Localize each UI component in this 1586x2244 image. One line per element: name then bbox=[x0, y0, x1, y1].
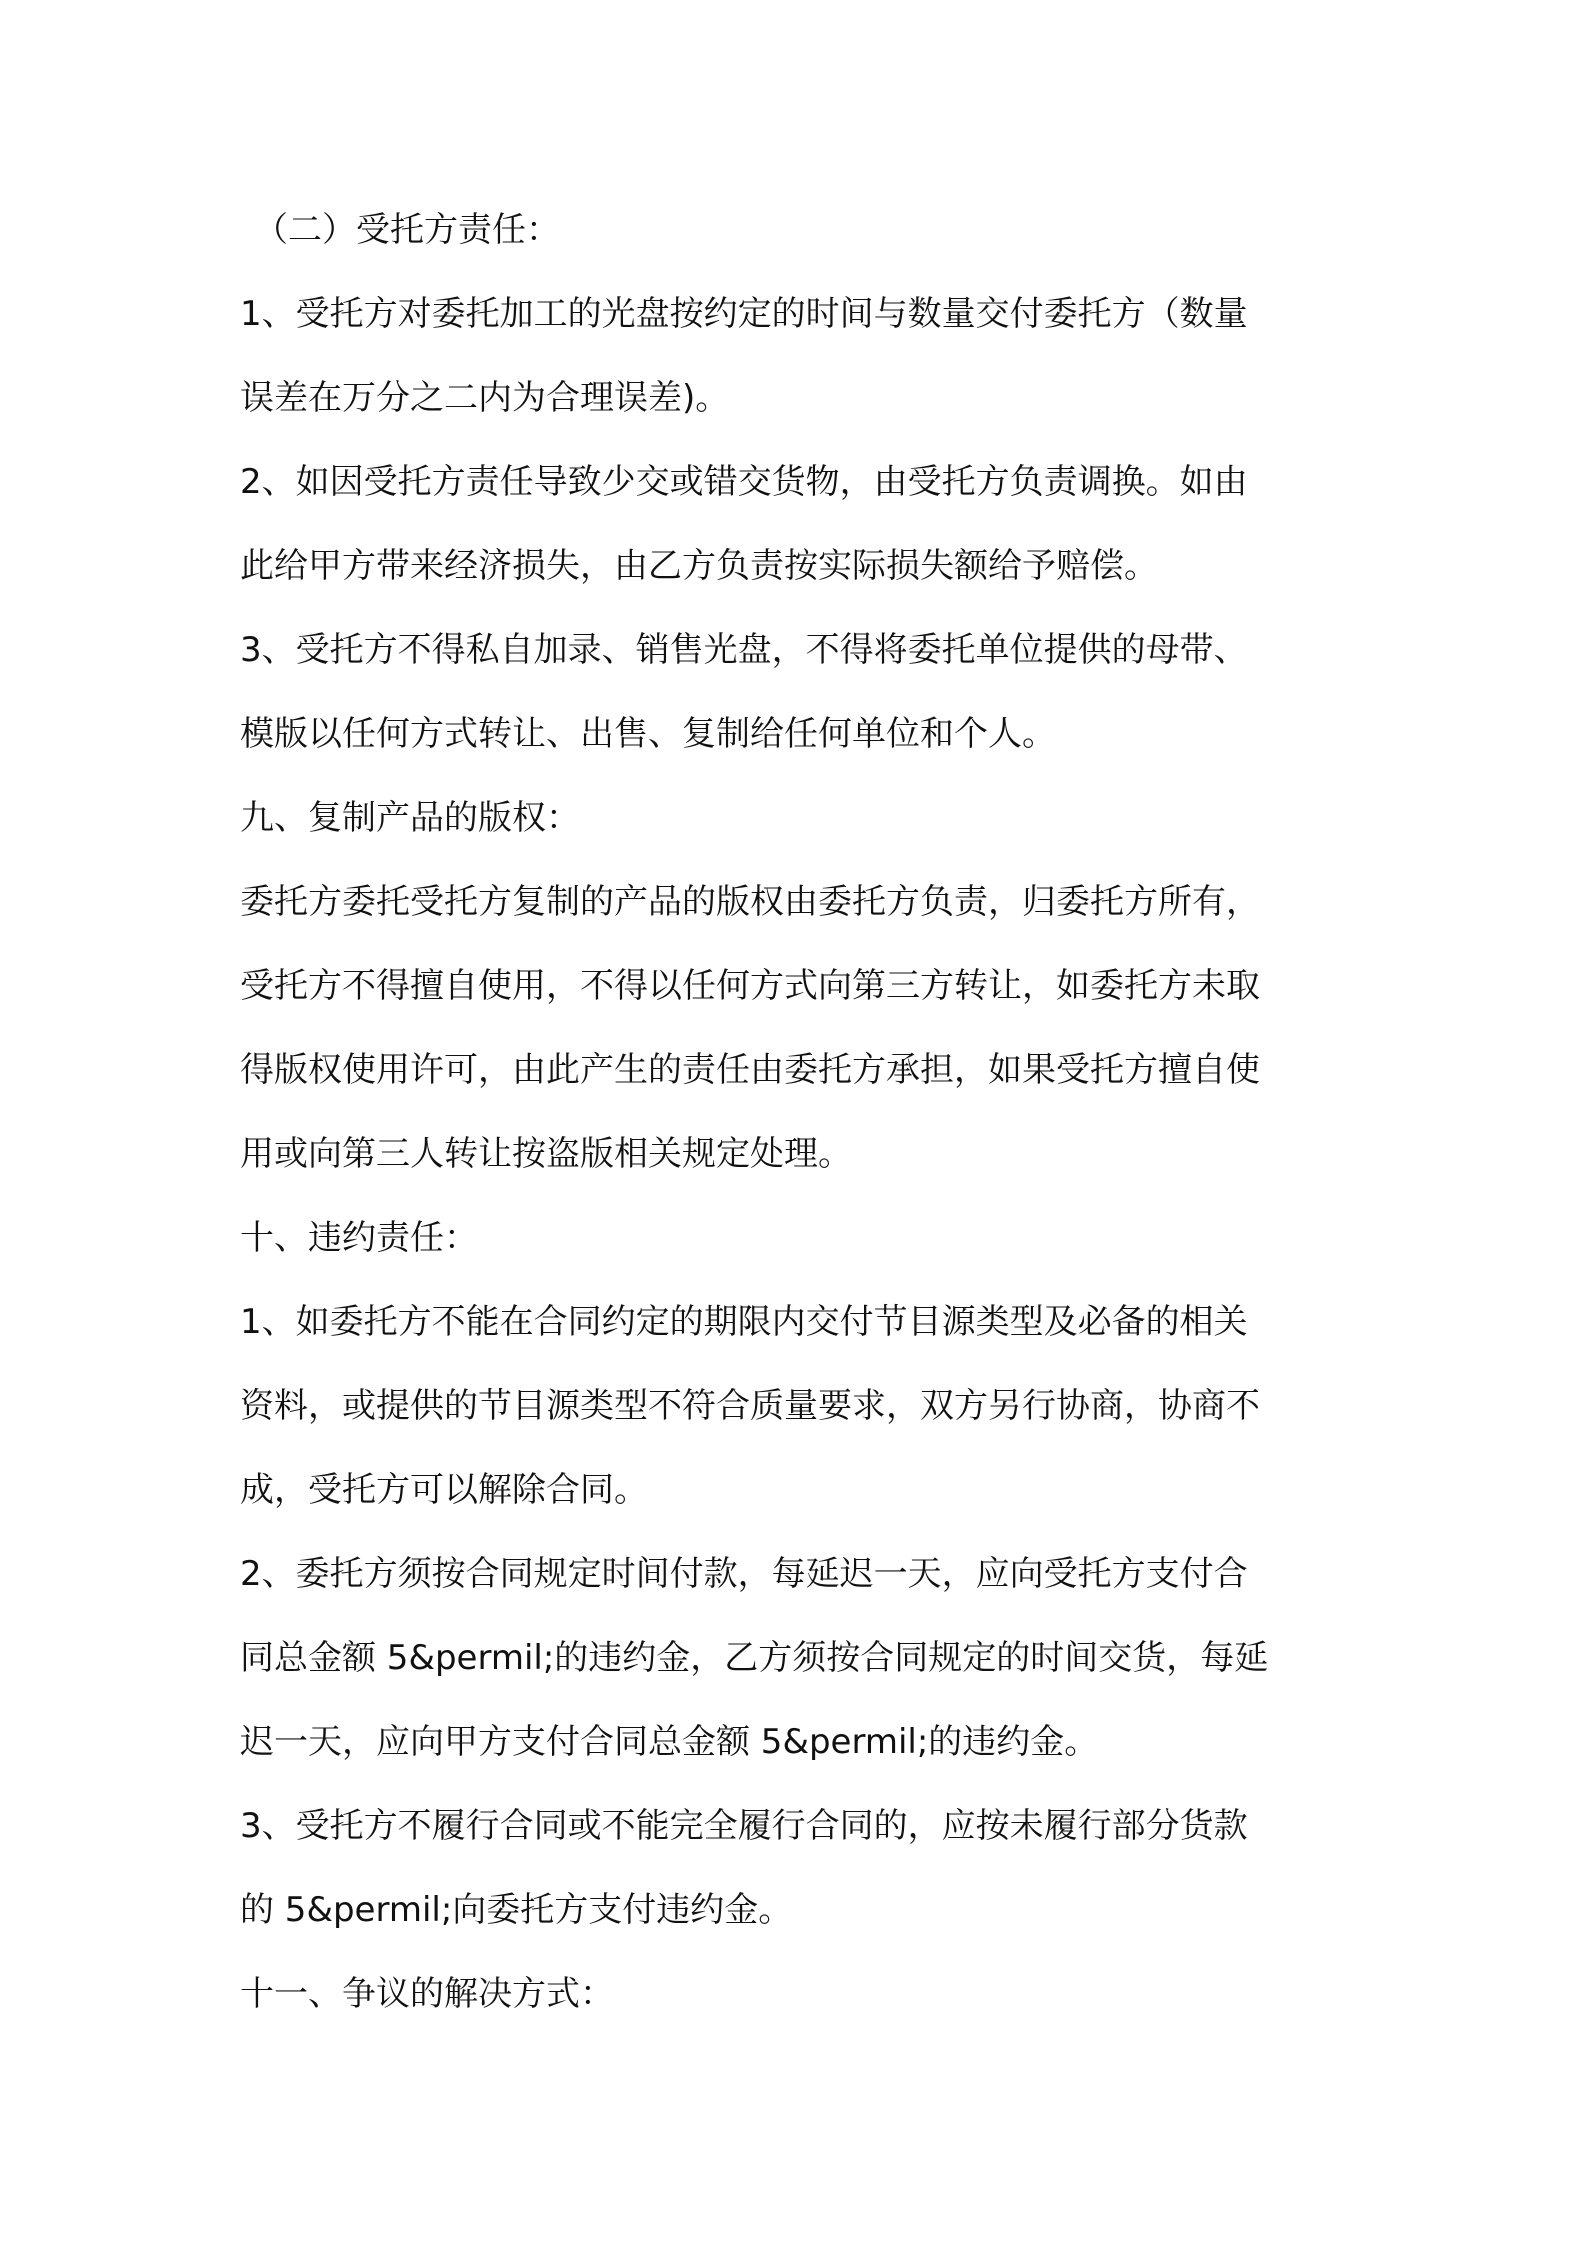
section-heading-trustee-responsibility bbox=[240, 200, 1360, 284]
text-line: 得版权使用许可，由此产生的责任由委托方承担，如果受托方擅自使 bbox=[240, 1050, 1260, 1090]
clause-paragraph bbox=[240, 872, 1360, 1208]
text-line: 1、如委托方不能在合同约定的期限内交付节目源类型及必备的相关 bbox=[240, 1302, 1248, 1342]
section-heading-dispute-resolution bbox=[240, 1964, 1360, 2048]
text-line: 委托方委托受托方复制的产品的版权由委托方负责，归委托方所有， bbox=[240, 882, 1260, 922]
clause-paragraph bbox=[240, 452, 1360, 620]
text-line: 误差在万分之二内为合理误差)。 bbox=[240, 378, 730, 418]
text-line: 迟一天，应向甲方支付合同总金额 5&permil;的违约金。 bbox=[240, 1722, 1099, 1762]
section-heading-breach bbox=[240, 1208, 1360, 1292]
text-line: 受托方不得擅自使用，不得以任何方式向第三方转让，如委托方未取 bbox=[240, 966, 1260, 1006]
clause-paragraph bbox=[240, 1796, 1360, 1964]
text-line: 3、受托方不履行合同或不能完全履行合同的，应按未履行部分货款 bbox=[240, 1806, 1248, 1846]
text-line: 模版以任何方式转让、出售、复制给任何单位和个人。 bbox=[240, 714, 1056, 754]
text-line: 用或向第三人转让按盗版相关规定处理。 bbox=[240, 1134, 852, 1174]
text-line: 十、违约责任： bbox=[240, 1218, 478, 1258]
clause-paragraph bbox=[240, 620, 1360, 788]
text-line: 1、受托方对委托加工的光盘按约定的时间与数量交付委托方（数量 bbox=[240, 294, 1248, 334]
text-line: 十一、争议的解决方式： bbox=[240, 1974, 614, 2014]
section-heading-copyright bbox=[240, 788, 1360, 872]
text-line: 3、受托方不得私自加录、销售光盘，不得将委托单位提供的母带、 bbox=[240, 630, 1248, 670]
text-line: 九、复制产品的版权： bbox=[240, 798, 580, 838]
text-line: （二）受托方责任： bbox=[254, 210, 560, 250]
text-line: 同总金额 5&permil;的违约金，乙方须按合同规定的时间交货，每延 bbox=[240, 1638, 1269, 1678]
text-line: 此给甲方带来经济损失，由乙方负责按实际损失额给予赔偿。 bbox=[240, 546, 1158, 586]
clause-paragraph bbox=[240, 1292, 1360, 1544]
text-line: 2、如因受托方责任导致少交或错交货物，由受托方负责调换。如由 bbox=[240, 462, 1248, 502]
text-line: 2、委托方须按合同规定时间付款，每延迟一天，应向受托方支付合 bbox=[240, 1554, 1248, 1594]
document-body bbox=[240, 200, 1360, 2048]
text-line: 资料，或提供的节目源类型不符合质量要求，双方另行协商，协商不 bbox=[240, 1386, 1260, 1426]
text-line: 成，受托方可以解除合同。 bbox=[240, 1470, 648, 1510]
clause-paragraph bbox=[240, 284, 1360, 452]
clause-paragraph bbox=[240, 1544, 1360, 1796]
text-line: 的 5&permil;向委托方支付违约金。 bbox=[240, 1890, 793, 1930]
